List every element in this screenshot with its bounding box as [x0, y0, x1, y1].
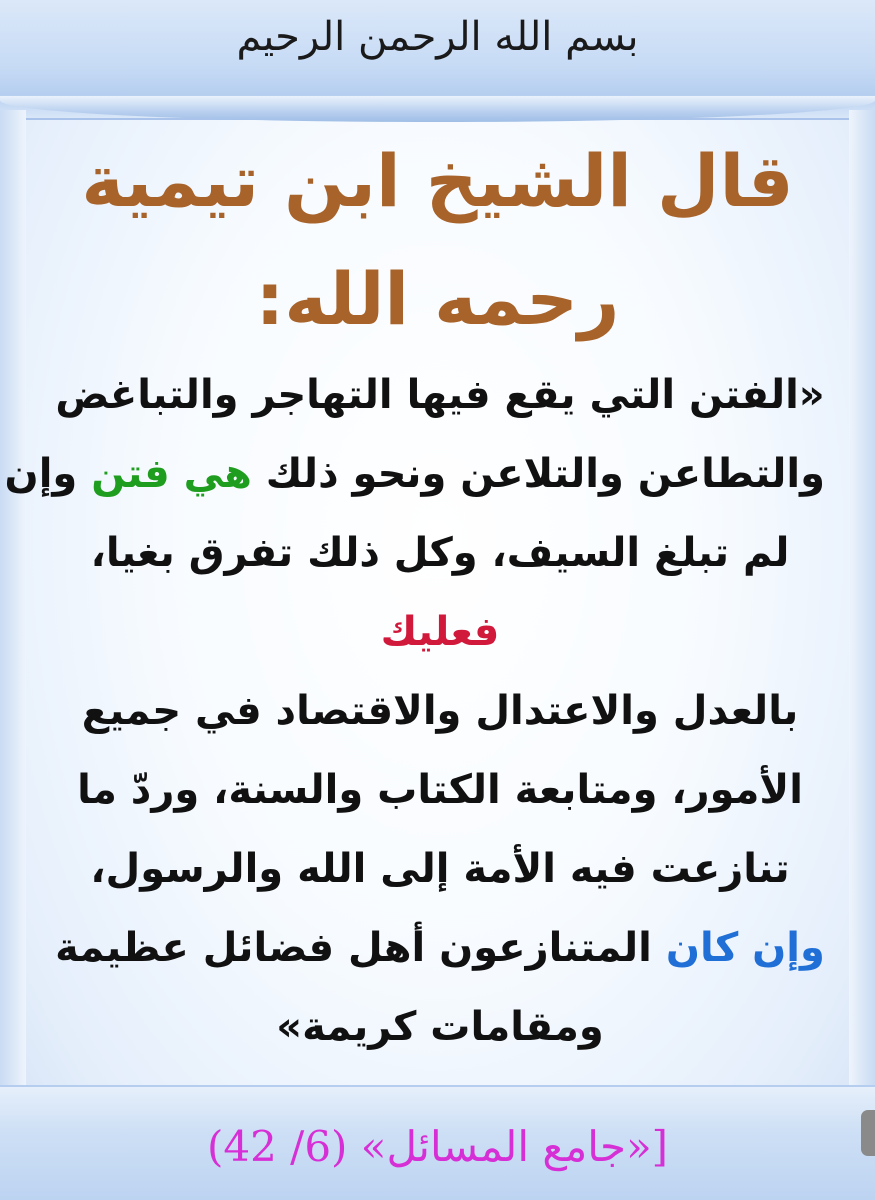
page-title — [40, 122, 835, 358]
highlight-green: هي فتن — [91, 451, 252, 497]
quote-line-7: تنازعت فيه الأمة إلى الله والرسول، — [90, 846, 790, 892]
quote-line-5: بالعدل والاعتدال والاقتصاد في جميع — [81, 688, 799, 734]
scrollbar-thumb[interactable] — [861, 1110, 875, 1156]
quote-line-9: ومقامات كريمة» — [276, 1004, 604, 1050]
source-citation: [«جامع المسائل» (6/ 42) — [206, 1122, 669, 1171]
quote-line-1: «الفتن التي يقع فيها التهاجر والتباغض — [55, 372, 825, 418]
quote-line-2 — [4, 435, 825, 514]
quote-line-8-end: المتنازعون أهل فضائل عظيمة — [55, 925, 652, 971]
quote-line-2-start: والتطاعن والتلاعن ونحو ذلك — [265, 451, 825, 497]
quote-line-2-end: وإن — [4, 451, 78, 497]
title-line-1: قال الشيخ ابن تيمية — [81, 139, 794, 223]
quote-text — [4, 356, 825, 1067]
quote-line-3: لم تبلغ السيف، وكل ذلك تفرق بغيا، — [90, 530, 790, 576]
quote-line-8 — [55, 909, 825, 988]
scroll-right-edge — [849, 110, 875, 1100]
scroll-left-edge — [0, 110, 26, 1100]
highlight-red: فعليك — [380, 609, 500, 655]
title-line-2: رحمه الله: — [255, 257, 620, 341]
highlight-blue: وإن كان — [665, 925, 825, 971]
quote-line-6: الأمور، ومتابعة الكتاب والسنة، وردّ ما — [77, 767, 803, 813]
basmala: بسم الله الرحمن الرحيم — [236, 14, 639, 60]
